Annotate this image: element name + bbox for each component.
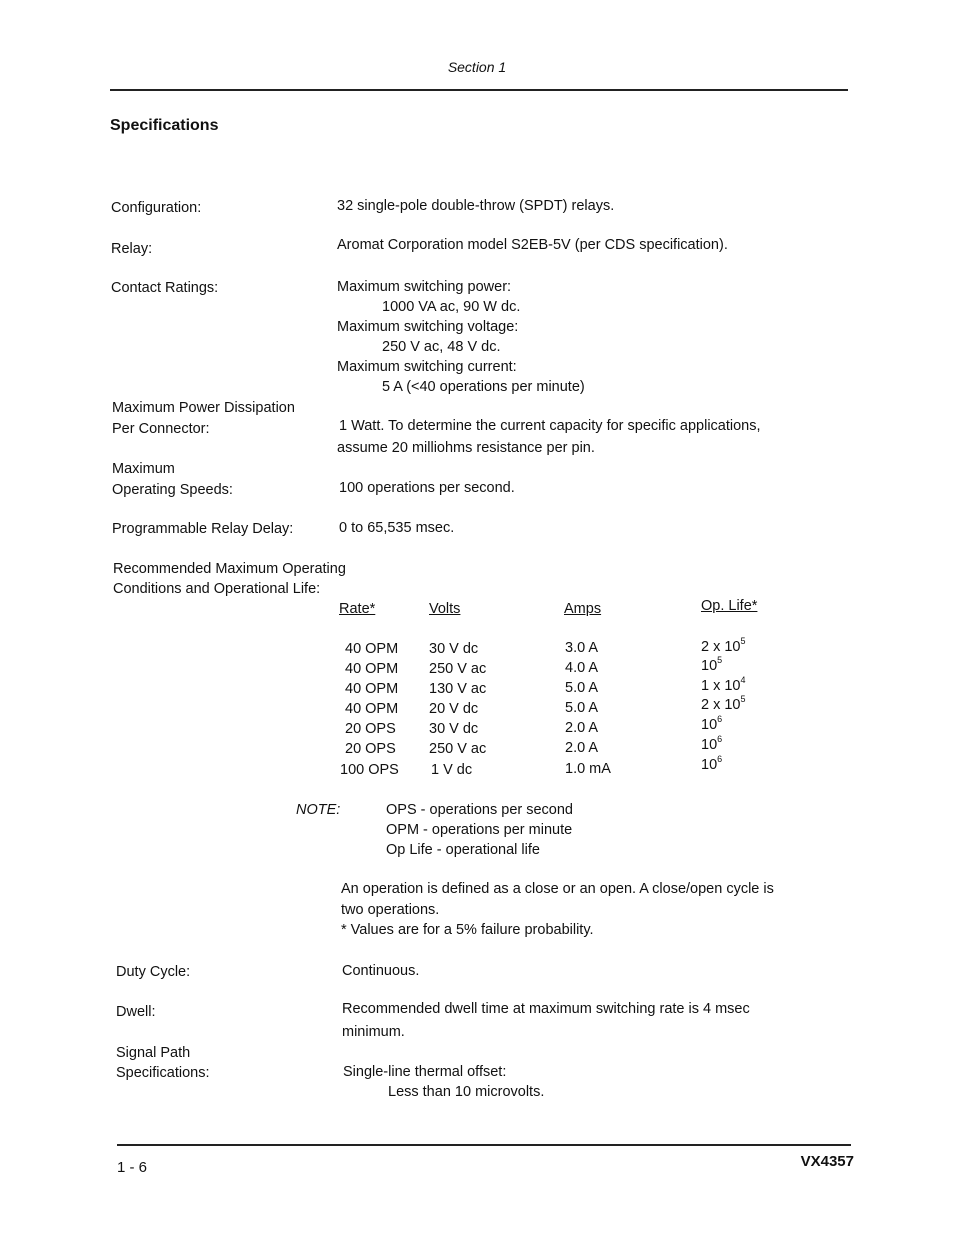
note-line-opm: OPM - operations per minute: [386, 822, 573, 838]
switching-power-value: 1000 VA ac, 90 W dc.: [382, 299, 521, 315]
signal-path-label-line2: Specifications:: [116, 1065, 210, 1081]
note-line-op-life: Op Life - operational life: [386, 842, 540, 858]
relay-delay-value: 0 to 65,535 msec.: [339, 520, 455, 536]
operating-speeds-label-line2: Operating Speeds:: [112, 482, 233, 498]
relay-delay-label: Programmable Relay Delay:: [112, 521, 294, 537]
cell-op-life: $10^6$: [701, 714, 723, 733]
note-paragraph-line1: An operation is defined as a close or an open. A close/open cycle is: [341, 881, 774, 897]
cell-op-life: $10^6$: [701, 734, 723, 753]
cell-amps: 5.0 A: [565, 680, 599, 696]
configuration-label: Configuration:: [111, 200, 202, 216]
signal-path-value-line1: Single-line thermal offset:: [343, 1064, 507, 1080]
cell-volts: 20 V dc: [429, 701, 479, 717]
cell-rate: 40 OPM: [345, 681, 399, 697]
cell-op-life: 1 x $10^4$: [701, 675, 746, 694]
cell-volts: 250 V ac: [429, 741, 487, 757]
model-number: VX4357: [800, 1153, 854, 1170]
cell-rate: 40 OPM: [345, 701, 399, 717]
col-header-amps: Amps: [564, 601, 602, 617]
switching-voltage-value: 250 V ac, 48 V dc.: [382, 339, 501, 355]
col-header-rate: Rate*: [339, 601, 376, 617]
section-header: Section 1: [447, 59, 507, 75]
relay-label: Relay:: [111, 241, 153, 257]
cell-amps: 5.0 A: [565, 700, 599, 716]
note-line-ops: OPS - operations per second: [386, 802, 573, 818]
cell-amps: 4.0 A: [565, 660, 599, 676]
cell-rate: 20 OPS: [345, 741, 396, 757]
cell-rate: 100 OPS: [340, 762, 399, 778]
cell-volts: 30 V dc: [429, 721, 479, 737]
power-dissipation-value-line2: assume 20 milliohms resistance per pin.: [337, 440, 595, 456]
cell-op-life: 2 x $10^5$: [701, 636, 746, 655]
cell-volts: 1 V dc: [431, 762, 473, 778]
cell-amps: 3.0 A: [565, 640, 599, 656]
cell-op-life: 2 x $10^5$: [701, 694, 746, 713]
footer-rule: [117, 1144, 851, 1146]
note-label: NOTE:: [296, 802, 341, 818]
operating-speeds-value: 100 operations per second.: [339, 480, 515, 496]
note-paragraph-line3: * Values are for a 5% failure probability.: [341, 922, 594, 938]
cell-volts: 250 V ac: [429, 661, 487, 677]
configuration-value: 32 single-pole double-throw (SPDT) relays.: [337, 198, 615, 214]
page-title: Specifications: [110, 117, 219, 134]
switching-current-label: Maximum switching current:: [337, 359, 517, 375]
operating-conditions-label-line1: Recommended Maximum Operating: [113, 561, 346, 577]
switching-voltage-label: Maximum switching voltage:: [337, 319, 519, 335]
operating-conditions-label-line2: Conditions and Operational Life:: [113, 581, 321, 597]
cell-volts: 30 V dc: [429, 641, 479, 657]
duty-cycle-label: Duty Cycle:: [116, 964, 191, 980]
cell-rate: 40 OPM: [345, 661, 399, 677]
col-header-op-life: Op. Life*: [701, 598, 758, 614]
operating-speeds-label-line1: Maximum: [112, 461, 175, 477]
dwell-value-line2: minimum.: [342, 1024, 405, 1040]
cell-amps: 1.0 mA: [565, 761, 611, 777]
contact-ratings-label: Contact Ratings:: [111, 280, 219, 296]
switching-power-label: Maximum switching power:: [337, 279, 512, 295]
power-dissipation-value-line1: 1 Watt. To determine the current capacity for specific applications,: [339, 418, 761, 434]
header-rule: [110, 89, 848, 91]
dwell-label: Dwell:: [116, 1004, 156, 1020]
cell-rate: 40 OPM: [345, 641, 399, 657]
dwell-value-line1: Recommended dwell time at maximum switching rate is 4 msec: [342, 1001, 750, 1017]
signal-path-label-line1: Signal Path: [116, 1045, 191, 1061]
col-header-volts: Volts: [429, 601, 461, 617]
note-paragraph-line2: two operations.: [341, 902, 440, 918]
switching-current-value: 5 A (<40 operations per minute): [382, 379, 585, 395]
page-number: 1 - 6: [117, 1159, 148, 1176]
cell-amps: 2.0 A: [565, 720, 599, 736]
cell-op-life: $10^6$: [701, 754, 723, 773]
cell-volts: 130 V ac: [429, 681, 487, 697]
duty-cycle-value: Continuous.: [342, 963, 420, 979]
power-dissipation-label-line1: Maximum Power Dissipation: [112, 400, 295, 416]
signal-path-value-line2: Less than 10 microvolts.: [388, 1084, 545, 1100]
cell-rate: 20 OPS: [345, 721, 396, 737]
cell-amps: 2.0 A: [565, 740, 599, 756]
relay-value: Aromat Corporation model S2EB-5V (per CDS specification).: [337, 237, 728, 253]
cell-op-life: $10^5$: [701, 655, 723, 674]
power-dissipation-label-line2: Per Connector:: [112, 421, 210, 437]
